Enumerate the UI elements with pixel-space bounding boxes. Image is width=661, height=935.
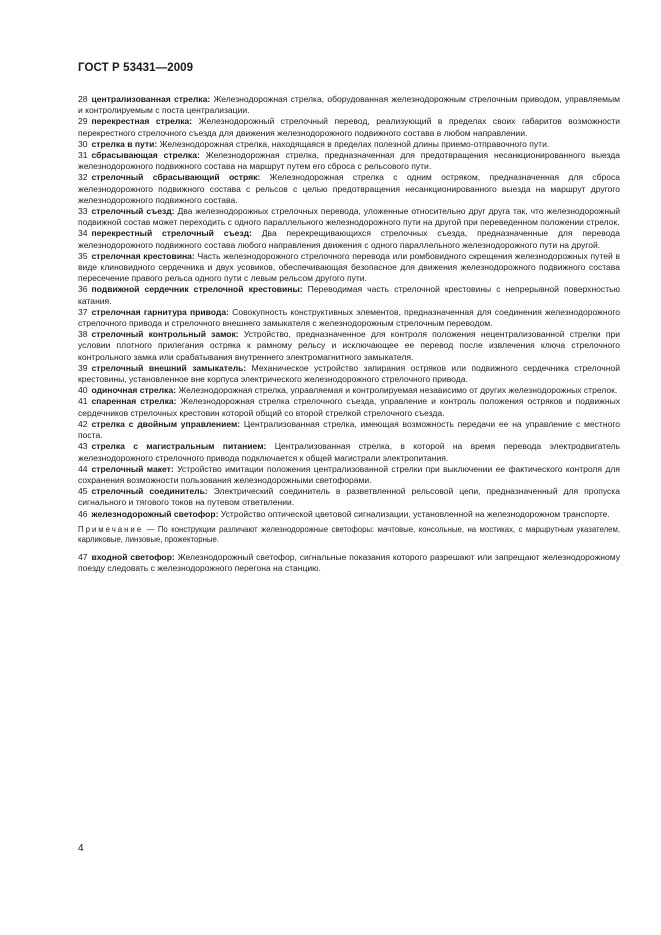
term-title: одиночная стрелка: xyxy=(91,385,176,396)
term-definition: Механическое устройство запирания остряков или подвижного сердечника стрелочной крестовины, установленное вне корпуса электрического железнодорожного стрелочного привода. xyxy=(78,362,621,385)
term-number: 32 xyxy=(78,172,88,183)
term-definition: Устройство имитации положения централизованной стрелки при выключении ее фактического контроля для сохранения возможности пользования железнодорожными светофорами. xyxy=(78,463,620,485)
term-title: стрелка с двойным управлением: xyxy=(91,418,241,429)
term-number: 38 xyxy=(78,329,88,340)
term-definition: Железнодорожная стрелка, оборудованная железнодорожным стрелочным приводом, управляемым и контролируемым с поста централизации. xyxy=(78,94,621,116)
terms-list xyxy=(78,94,620,574)
term-entry xyxy=(78,552,620,574)
term-entry xyxy=(78,284,620,306)
term-definition: Железнодорожный светофор, сигнальные показания которого разрешают или запрещают железнодорожному поезду следовать с железнодорожного перегона на станцию. xyxy=(78,551,621,573)
term-definition: Железнодорожная стрелка, предназначенная для предотвращения несанкционированного выезда железнодорожного подвижного состава на маршрут путем его сброса с рельсового пути. xyxy=(78,150,621,172)
term-title: стрелочный макет: xyxy=(91,463,174,474)
term-entry xyxy=(78,385,620,396)
term-entry xyxy=(78,464,620,486)
term-entry xyxy=(78,150,620,172)
term-title: стрелочная крестовина: xyxy=(91,250,195,261)
term-definition: Железнодорожная стрелка, управляемая и контролируемая независимо от других железнодорожных стрелок. xyxy=(178,385,618,396)
term-definition: Устройство оптической цветовой сигнализации, установленной на железнодорожном транспорте. xyxy=(220,508,610,519)
term-definition: Два перекрещивающихся стрелочных съезда, предназначенные для перевода железнодорожного подвижного состава любого направления движения с одного параллельного железнодорожного пути на другой. xyxy=(78,228,620,250)
term-entry xyxy=(78,363,620,385)
term-definition: Централизованная стрелка, имеющая возможность передачи ее на управление с местного поста. xyxy=(78,418,621,441)
term-number: 40 xyxy=(78,385,88,396)
note xyxy=(78,525,620,546)
term-title: стрелка в пути: xyxy=(91,138,158,149)
term-number: 31 xyxy=(78,150,88,161)
term-definition: Железнодорожная стрелка с одним остряком, предназначенная для сброса железнодорожного подвижного состава с рельсов с целью предотвращения несанкционированного выезда на маршрут другого железнодорожного подвижного состава. xyxy=(78,172,621,205)
term-number: 37 xyxy=(78,306,88,317)
term-title: железнодорожный светофор: xyxy=(91,508,219,519)
term-title: стрелочный съезд: xyxy=(91,206,175,217)
term-number: 45 xyxy=(78,486,88,497)
term-title: спаренная стрелка: xyxy=(91,396,177,407)
term-entry xyxy=(78,94,620,116)
term-entry xyxy=(78,419,620,441)
term-title: стрелочный контрольный замок: xyxy=(91,329,239,340)
page-number: 4 xyxy=(78,843,84,854)
term-number: 46 xyxy=(78,508,88,519)
term-number: 28 xyxy=(78,94,88,104)
term-entry xyxy=(78,228,620,250)
term-definition: Два железнодорожных стрелочных перевода, уложенные относительно друг друга так, что железнодорожный подвижной состав может переходить с одного параллельного железнодорожного пути на другой при переведенном положении стрелок. xyxy=(78,206,621,228)
term-definition: Железнодорожная стрелка стрелочного съезда, управление и контроль положения остряков и подвижных сердечников стрелочных крестовин которой общий со второй стрелкой стрелочного съезда. xyxy=(78,396,620,418)
term-number: 33 xyxy=(78,206,88,217)
term-number: 47 xyxy=(78,551,88,562)
term-entry xyxy=(78,396,620,418)
term-entry xyxy=(78,251,620,285)
term-title: стрелочная гарнитура привода: xyxy=(91,306,229,317)
term-entry xyxy=(78,116,620,138)
term-number: 44 xyxy=(78,463,88,474)
term-entry xyxy=(78,206,620,228)
term-title: стрелка с магистральным питанием: xyxy=(91,441,267,452)
term-title: перекрестная стрелка: xyxy=(91,116,193,127)
term-entry xyxy=(78,307,620,329)
term-entry xyxy=(78,172,620,206)
term-definition: Часть железнодорожного стрелочного перевода или ромбовидного скрещения железнодорожных путей в виде клиновидного сердечника и двух усовиков, обеспечивающая безопасное для движения железнодорожного подвижного состава пересечение правого рельса одного пути с левым рельсом другого пути. xyxy=(78,250,620,284)
term-definition: Электрический соединитель в разветвленной рельсовой цепи, предназначенный для пропуска сигнального и тягового токов на путевом ответвлении. xyxy=(78,486,620,508)
term-title: стрелочный внешний замыкатель: xyxy=(91,362,247,373)
term-definition: Совокупность конструктивных элементов, предназначенная для соединения железнодорожного стрелочного привода и стрелочного внешнего замыкателя с железнодорожным стрелочным переводом. xyxy=(78,306,621,329)
term-number: 43 xyxy=(78,441,88,452)
term-number: 34 xyxy=(78,228,88,239)
entries-before-note xyxy=(78,94,620,520)
term-number: 29 xyxy=(78,116,88,127)
term-number: 41 xyxy=(78,396,88,407)
term-title: сбрасывающая стрелка: xyxy=(91,150,200,161)
term-title: подвижной сердечник стрелочной крестовины: xyxy=(91,284,303,295)
term-entry xyxy=(78,509,620,520)
term-number: 30 xyxy=(78,138,88,149)
entries-after-note xyxy=(78,552,620,574)
term-entry xyxy=(78,329,620,363)
note-text: По конструкции различают железнодорожные светофоры: мачтовые, консольные, на мостиках, с маршрутным указателем, карликовые, линзовые, прожекторные. xyxy=(78,524,620,545)
term-entry xyxy=(78,139,620,150)
note-label: Примечание xyxy=(78,524,144,534)
term-definition: Железнодорожная стрелка, находящаяся в пределах полезной длины приемо-отправочного пути. xyxy=(159,138,550,149)
term-title: стрелочный соединитель: xyxy=(91,486,208,497)
term-entry xyxy=(78,486,620,508)
term-title: стрелочный сбрасывающий остряк: xyxy=(91,172,261,183)
term-title: входной светофор: xyxy=(91,551,175,562)
term-title: перекрестный стрелочный съезд: xyxy=(91,228,252,239)
term-number: 42 xyxy=(78,418,88,429)
note-dash: — xyxy=(143,524,158,534)
term-number: 35 xyxy=(78,250,88,261)
term-title: централизованная стрелка: xyxy=(91,94,211,104)
term-number: 39 xyxy=(78,362,88,373)
term-definition: Железнодорожный стрелочный перевод, реализующий в пределах своих габаритов возможности перекрестного стрелочного съезда для движения железнодорожного подвижного состава в любом направлении. xyxy=(78,116,621,138)
term-number: 36 xyxy=(78,284,88,295)
term-definition: Устройство, предназначенное для контроля положения нецентрализованной стрелки при условии плотного прилегания остряка к рамному рельсу и исключающее ее перевод после извлечения ключа стрелочного контрольного замка или срабатывания внутреннего электромагнитного замыкателя. xyxy=(78,329,620,362)
document-header: ГОСТ Р 53431—2009 xyxy=(78,62,194,74)
term-entry xyxy=(78,441,620,463)
term-definition: Централизованная стрелка, в которой на время перевода электродвигатель железнодорожного стрелочного привода подключается к общей магистрали электропитания. xyxy=(78,441,620,463)
term-definition: Переводимая часть стрелочной крестовины с непрерывной поверхностью катания. xyxy=(78,284,620,306)
